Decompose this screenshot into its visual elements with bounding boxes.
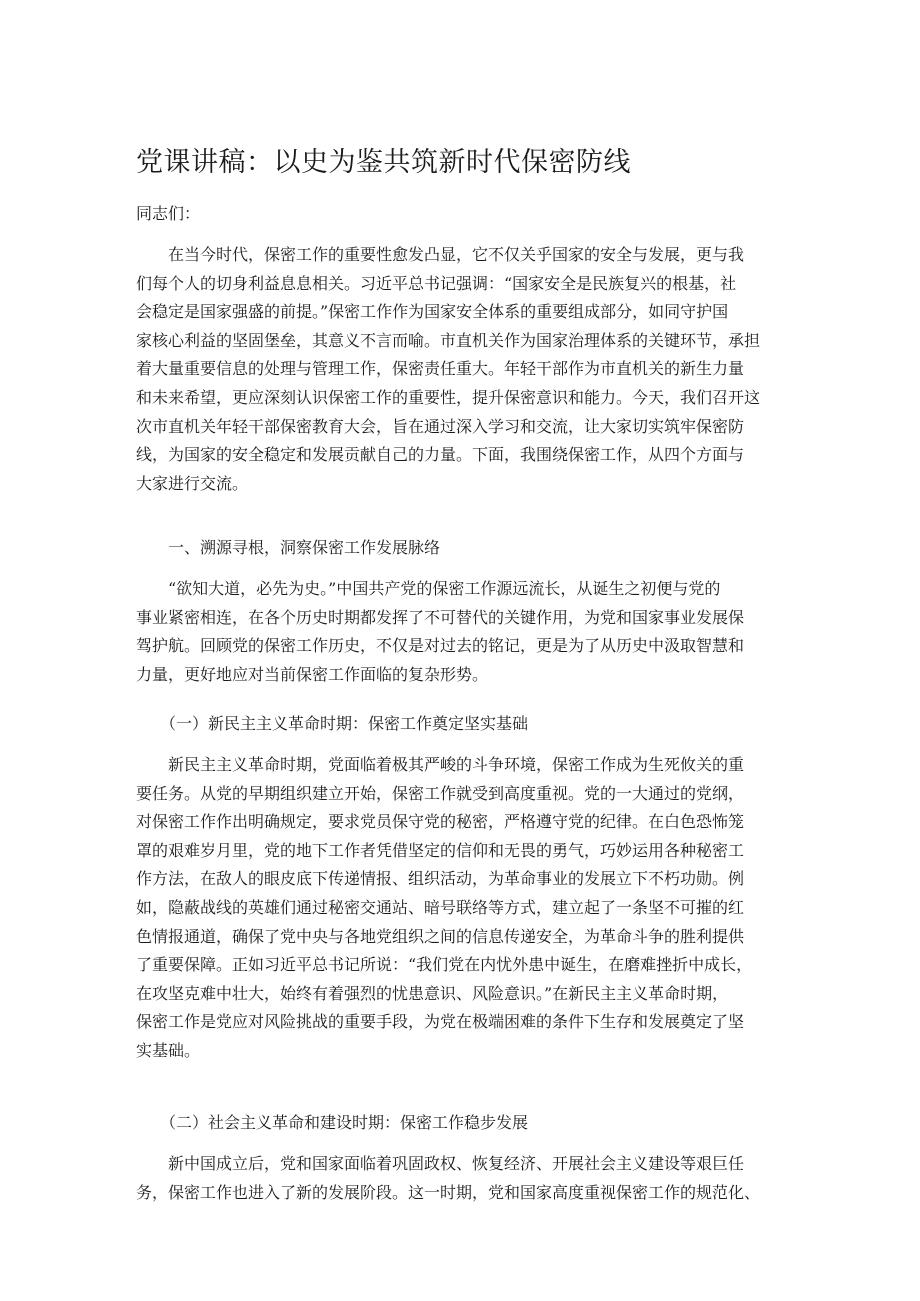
paragraph-line: 在攻坚克难中壮大，始终有着强烈的忧患意识、风险意识。”在新民主主义革命时期， [136,983,729,1003]
paragraph-line: 保密工作是党应对风险挑战的重要手段，为党在极端困难的条件下生存和发展奠定了坚 [136,1012,745,1032]
paragraph-line: 们每个人的切身利益息息相关。习近平总书记强调：“国家安全是民族复兴的根基，社 [136,273,737,293]
subsection-2-paragraph [136,1150,760,1207]
paragraph-line: 如，隐蔽战线的英雄们通过秘密交通站、暗号联络等方式，建立起了一条坚不可摧的红 [136,897,745,917]
paragraph-line: 色情报通道，确保了党中央与各地党组织之间的信息传递安全，为革命斗争的胜利提供 [136,926,745,946]
paragraph-line: 实基础。 [136,1040,201,1060]
paragraph-line: 大家进行交流。 [136,473,249,493]
paragraph-line: 在当今时代，保密工作的重要性愈发凸显，它不仅关乎国家的安全与发展，更与我 [136,245,745,264]
document-page [136,0,796,1301]
paragraph-line: 新中国成立后，党和国家面临着巩固政权、恢复经济、开展社会主义建设等艰巨任 [136,1154,745,1173]
paragraph-line: 要任务。从党的早期组织建立开始，保密工作就受到高度重视。党的一大通过的党纲， [136,783,745,803]
paragraph-line: 力量，更好地应对当前保密工作面临的复杂形势。 [136,664,489,684]
subsection-heading-1: （一）新民主主义革命时期：保密工作奠定坚实基础 [136,714,529,733]
greeting: 同志们： [136,204,201,223]
document-title: 党课讲稿：以史为鉴共筑新时代保密防线 [136,147,631,178]
paragraph-line: 着大量重要信息的处理与管理工作，保密责任重大。年轻干部作为市直机关的新生力量 [136,359,745,379]
intro-paragraph [136,241,760,498]
paragraph-line: 驾护航。回顾党的保密工作历史，不仅是对过去的铭记，更是为了从历史中汲取智慧和 [136,636,745,656]
paragraph-line: 了重要保障。正如习近平总书记所说：“我们党在内忧外患中诞生，在磨难挫折中成长， [136,955,753,975]
paragraph-line: 家核心利益的坚固堡垒，其意义不言而喻。市直机关作为国家治理体系的关键环节，承担 [136,330,761,350]
paragraph-line: 会稳定是国家强盛的前提。”保密工作作为国家安全体系的重要组成部分，如同守护国 [136,302,729,322]
paragraph-line: 罩的艰难岁月里，党的地下工作者凭借坚定的信仰和无畏的勇气，巧妙运用各种秘密工 [136,840,745,860]
paragraph-line: 务，保密工作也进入了新的发展阶段。这一时期，党和国家高度重视保密工作的规范化、 [136,1182,761,1202]
paragraph-line: 新民主主义革命时期，党面临着极其严峻的斗争环境，保密工作成为生死攸关的重 [136,755,745,774]
paragraph-line: 和未来希望，更应深刻认识保密工作的重要性，提升保密意识和能力。今天，我们召开这 [136,387,761,407]
section-1-paragraph [136,575,744,689]
subsection-1-paragraph [136,751,752,1066]
paragraph-line: 次市直机关年轻干部保密教育大会，旨在通过深入学习和交流，让大家切实筑牢保密防 [136,416,745,436]
section-heading-1: 一、溯源寻根，洞察保密工作发展脉络 [136,538,441,557]
paragraph-line: 事业紧密相连，在各个历史时期都发挥了不可替代的关键作用，为党和国家事业发展保 [136,607,745,627]
paragraph-line: 对保密工作作出明确规定，要求党员保守党的秘密，严格遵守党的纪律。在白色恐怖笼 [136,812,745,832]
paragraph-line: “欲知大道，必先为史。”中国共产党的保密工作源远流长，从诞生之初便与党的 [136,579,721,598]
paragraph-line: 作方法，在敌人的眼皮底下传递情报、组织活动，为革命事业的发展立下不朽功勋。例 [136,869,745,889]
paragraph-line: 线，为国家的安全稳定和发展贡献自己的力量。下面，我围绕保密工作，从四个方面与 [136,445,745,465]
subsection-heading-2: （二）社会主义革命和建设时期：保密工作稳步发展 [136,1113,529,1132]
